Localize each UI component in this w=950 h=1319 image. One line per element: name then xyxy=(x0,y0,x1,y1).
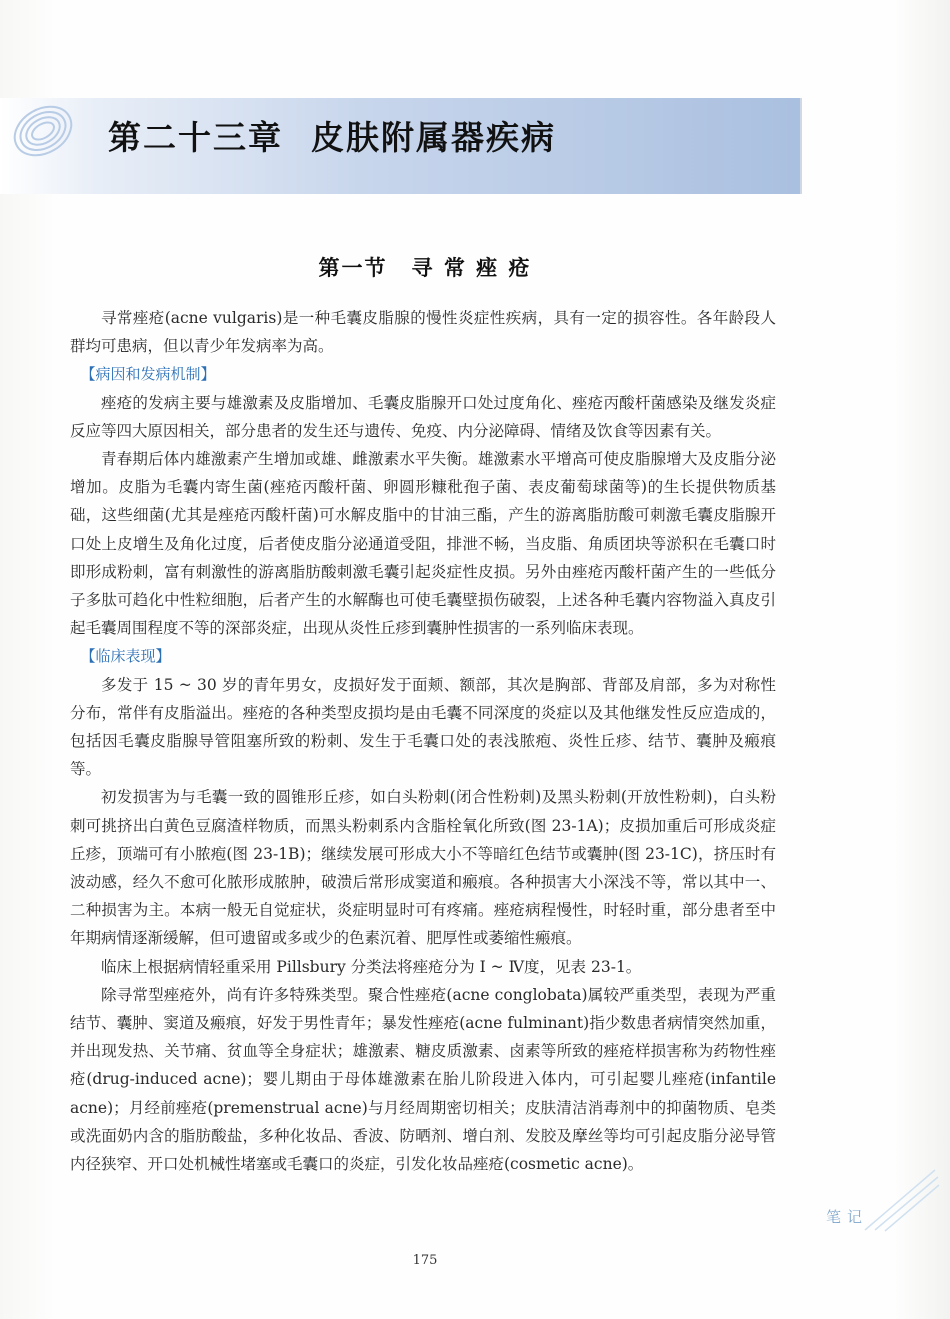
chapter-title xyxy=(108,112,556,159)
paragraph: 多发于 15 ~ 30 岁的青年男女，皮损好发于面颊、额部，其次是胸部、背部及肩部，多为对称性分布，常伴有皮脂溢出。痤疮的各种类型皮损均是由毛囊不同深度的炎症以及其他继发性反应造成的，包括因毛囊皮脂腺导管阻塞所致的粉刺、发生于毛囊口处的表浅脓疱、炎性丘疹、结节、囊肿及瘢痕等。 xyxy=(70,675,776,779)
subsection-heading: 【临床表现】 xyxy=(80,647,171,666)
paragraph: 临床上根据病情轻重采用 Pillsbury 分类法将痤疮分为 Ⅰ ~ Ⅳ度，见表 23-1。 xyxy=(101,957,642,976)
section-number: 第一节 xyxy=(318,256,388,280)
page-number: 175 xyxy=(412,1253,438,1268)
body-text xyxy=(70,304,776,1178)
margin-decoration-icon xyxy=(860,1165,940,1235)
chapter-emblem-icon xyxy=(8,96,78,166)
subsection-heading: 【病因和发病机制】 xyxy=(80,365,216,384)
section-title xyxy=(0,252,850,282)
paragraph: 除寻常型痤疮外，尚有许多特殊类型。聚合性痤疮(acne conglobata)属较严重类型，表现为严重结节、囊肿、窦道及瘢痕，好发于男性青年；暴发性痤疮(acne fulminant)指少数患者病情突然加重，并出现发热、关节痛、贫血等全身症状；雄激素、糖皮质激素、卤素等所致的痤疮样损害称为药物性痤疮(drug-induced acne)；婴儿期由于母体雄激素在胎儿阶段进入体内，可引起婴儿痤疮(infantile acne)；月经前痤疮(premenstrual acne)与月经周期密切相关；皮肤清洁消毒剂中的抑菌物质、皂类或洗面奶内含的脂肪酸盐，多种化妆品、香波、防晒剂、增白剂、发胶及摩丝等均可引起皮脂分泌导管内径狭窄、开口处机械性堵塞或毛囊口的炎症，引发化妆品痤疮(cosmetic acne)。 xyxy=(70,985,776,1174)
margin-note-label: 笔记 xyxy=(826,1208,869,1226)
chapter-number: 第二十三章 xyxy=(108,118,283,157)
paragraph: 初发损害为与毛囊一致的圆锥形丘疹，如白头粉刺(闭合性粉刺)及黑头粉刺(开放性粉刺)，白头粉刺可挑挤出白黄色豆腐渣样物质，而黑头粉刺系内含脂栓氧化所致(图 23-1A)；皮损加重后可形成炎症丘疹，顶端可有小脓疱(图 23-1B)；继续发展可形成大小不等暗红色结节或囊肿(图 23-1C)，挤压时有波动感，经久不愈可化脓形成脓肿，破溃后常形成窦道和瘢痕。各种损害大小深浅不等，常以其中一、二种损害为主。本病一般无自觉症状，炎症明显时可有疼痛。痤疮病程慢性，时轻时重，部分患者至中年期病情逐渐缓解，但可遗留或多或少的色素沉着、肥厚性或萎缩性瘢痕。 xyxy=(70,788,776,948)
paragraph: 寻常痤疮(acne vulgaris)是一种毛囊皮脂腺的慢性炎症性疾病，具有一定的损容性。各年龄段人群均可患病，但以青少年发病率为高。 xyxy=(70,309,776,356)
paragraph: 痤疮的发病主要与雄激素及皮脂增加、毛囊皮脂腺开口处过度角化、痤疮丙酸杆菌感染及继发炎症反应等四大原因相关，部分患者的发生还与遗传、免疫、内分泌障碍、情绪及饮食等因素有关。 xyxy=(70,393,776,440)
chapter-name: 皮肤附属器疾病 xyxy=(311,118,556,157)
section-name: 寻 常 痤 疮 xyxy=(411,256,532,280)
paragraph: 青春期后体内雄激素产生增加或雄、雌激素水平失衡。雄激素水平增高可使皮脂腺增大及皮脂分泌增加。皮脂为毛囊内寄生菌(痤疮丙酸杆菌、卵圆形糠秕孢子菌、表皮葡萄球菌等)的生长提供物质基础，这些细菌(尤其是痤疮丙酸杆菌)可水解皮脂中的甘油三酯，产生的游离脂肪酸可刺激毛囊皮脂腺开口处上皮增生及角化过度，后者使皮脂分泌通道受阻，排泄不畅，当皮脂、角质团块等淤积在毛囊口时即形成粉刺，富有刺激性的游离脂肪酸刺激毛囊引起炎症性皮损。另外由痤疮丙酸杆菌产生的一些低分子多肽可趋化中性粒细胞，后者产生的水解酶也可使毛囊壁损伤破裂，上述各种毛囊内容物溢入真皮引起毛囊周围程度不等的深部炎症，出现从炎性丘疹到囊肿性损害的一系列临床表现。 xyxy=(70,450,776,638)
